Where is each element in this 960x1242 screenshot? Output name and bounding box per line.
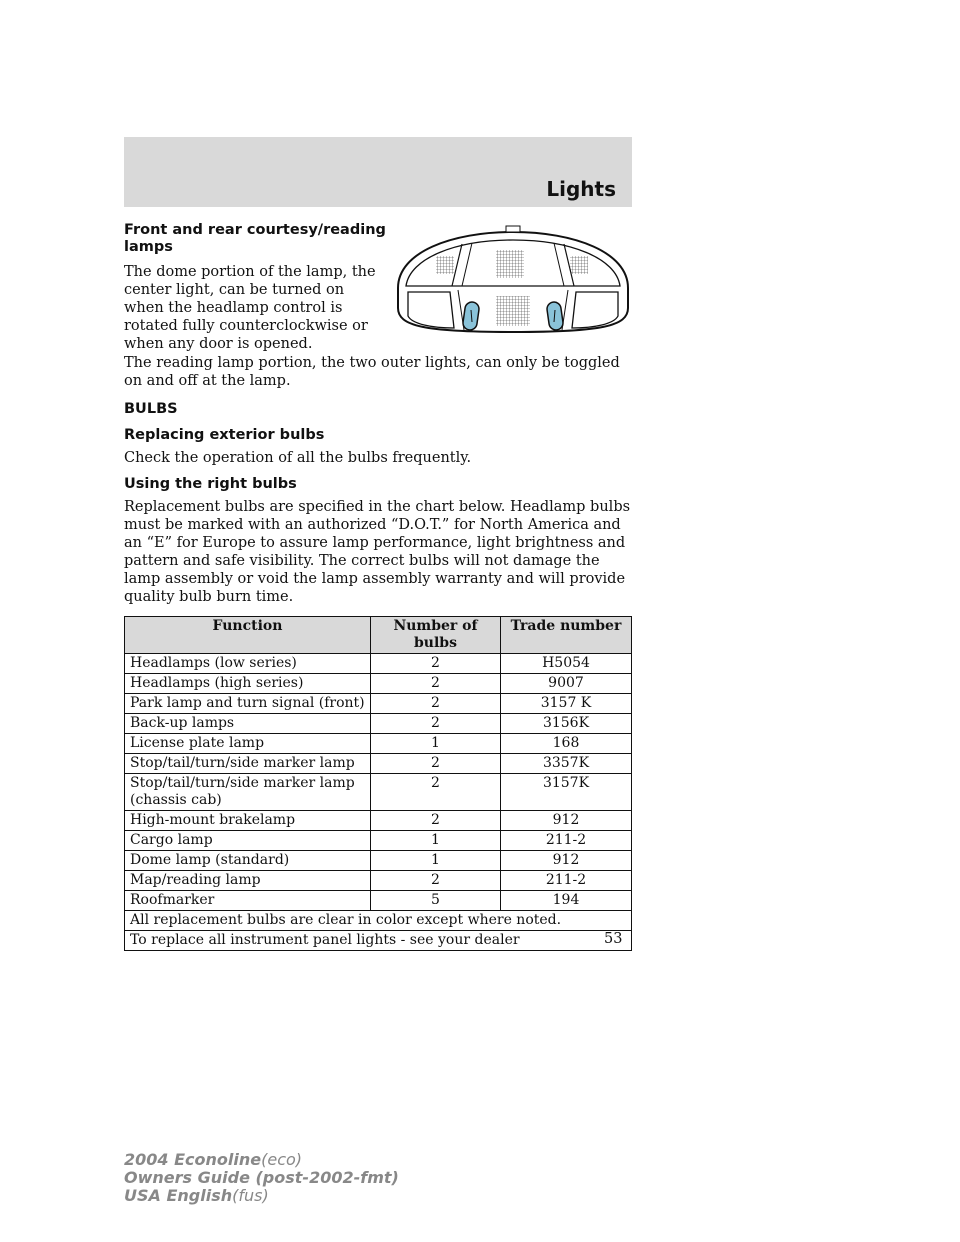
table-row — [125, 774, 632, 811]
bulb-count-cell: 1 — [371, 851, 501, 871]
table-row — [125, 654, 632, 674]
bulb-count-cell: 2 — [371, 654, 501, 674]
bulb-count-cell: 2 — [371, 714, 501, 734]
courtesy-lamps-intro — [124, 222, 386, 353]
trade-number-cell: 912 — [501, 811, 632, 831]
bulbs-heading: BULBS — [124, 401, 178, 417]
trade-number-cell: 912 — [501, 851, 632, 871]
table-row — [125, 891, 632, 911]
table-row — [125, 734, 632, 754]
using-right-bulbs-text: Replacement bulbs are specified in the chart below. Headlamp bulbs must be marked with an authorized “D.O.T.” for North America and an “E” for Europe to assure lamp performance, light brightness and pattern and safe visibility. The correct bulbs will not damage the lamp assembly or void the lamp assembly warranty and will provide quality bulb burn time. — [124, 499, 631, 605]
footer-line-2 — [124, 1169, 399, 1187]
column-header: Number of bulbs — [371, 617, 501, 654]
trade-number-cell: 9007 — [501, 674, 632, 694]
footer-language-code: (fus) — [232, 1186, 269, 1205]
bulb-count-cell: 2 — [371, 774, 501, 811]
function-cell: Dome lamp (standard) — [125, 851, 371, 871]
trade-number-cell: 211-2 — [501, 831, 632, 851]
table-row — [125, 851, 632, 871]
table-row — [125, 714, 632, 734]
table-row — [125, 754, 632, 774]
function-cell: Headlamps (high series) — [125, 674, 371, 694]
courtesy-lamps-heading: Front and rear courtesy/reading lamps — [124, 222, 386, 255]
bulb-count-cell: 2 — [371, 674, 501, 694]
section-title: Lights — [546, 177, 616, 201]
trade-number-cell: 3156K — [501, 714, 632, 734]
bulb-count-cell: 1 — [371, 734, 501, 754]
document-footer — [124, 1151, 399, 1205]
column-header: Trade number — [501, 617, 632, 654]
bulb-count-cell: 5 — [371, 891, 501, 911]
footer-language: USA English — [124, 1186, 233, 1205]
table-header-row — [125, 617, 632, 654]
table-row — [125, 811, 632, 831]
table-note-row — [125, 911, 632, 931]
using-right-bulbs-heading: Using the right bulbs — [124, 476, 297, 492]
table-note-row — [125, 931, 632, 951]
bulb-count-cell: 2 — [371, 754, 501, 774]
bulb-table — [124, 616, 632, 951]
overhead-lamp-illustration — [392, 224, 634, 336]
table-row — [125, 674, 632, 694]
trade-number-cell: 194 — [501, 891, 632, 911]
courtesy-lamps-section — [124, 222, 632, 390]
page-content — [124, 222, 632, 951]
footer-guide: Owners Guide (post-2002-fmt) — [124, 1168, 399, 1187]
trade-number-cell: 168 — [501, 734, 632, 754]
page-number: 53 — [604, 931, 623, 947]
bulb-table-body — [125, 654, 632, 951]
footer-model: 2004 Econoline — [124, 1150, 262, 1169]
column-header: Function — [125, 617, 371, 654]
section-header-band — [124, 137, 632, 207]
function-cell: License plate lamp — [125, 734, 371, 754]
function-cell: Park lamp and turn signal (front) — [125, 694, 371, 714]
table-row — [125, 694, 632, 714]
function-cell: Roofmarker — [125, 891, 371, 911]
bulb-count-cell: 2 — [371, 811, 501, 831]
trade-number-cell: 211-2 — [501, 871, 632, 891]
function-cell: Back-up lamps — [125, 714, 371, 734]
trade-number-cell: 3157K — [501, 774, 632, 811]
function-cell: Stop/tail/turn/side marker lamp (chassis cab) — [125, 774, 371, 811]
function-cell: Stop/tail/turn/side marker lamp — [125, 754, 371, 774]
bulb-count-cell: 1 — [371, 831, 501, 851]
table-note: To replace all instrument panel lights - see your dealer — [125, 931, 632, 951]
bulb-count-cell: 2 — [371, 871, 501, 891]
table-row — [125, 871, 632, 891]
footer-line-3 — [124, 1187, 399, 1205]
footer-line-1 — [124, 1151, 399, 1169]
bulb-count-cell: 2 — [371, 694, 501, 714]
function-cell: Cargo lamp — [125, 831, 371, 851]
function-cell: Headlamps (low series) — [125, 654, 371, 674]
trade-number-cell: 3357K — [501, 754, 632, 774]
function-cell: Map/reading lamp — [125, 871, 371, 891]
courtesy-lamps-paragraph-1: The dome portion of the lamp, the center light, can be turned on when the headlamp control is rotated fully counterclockwise or when any door is opened. — [124, 264, 376, 352]
courtesy-lamps-paragraph-2: The reading lamp portion, the two outer lights, can only be toggled on and off at the lamp. — [124, 355, 620, 389]
table-note: All replacement bulbs are clear in color except where noted. — [125, 911, 632, 931]
trade-number-cell: H5054 — [501, 654, 632, 674]
replacing-exterior-bulbs-heading: Replacing exterior bulbs — [124, 427, 325, 443]
replacing-exterior-bulbs-text: Check the operation of all the bulbs frequently. — [124, 450, 472, 466]
function-cell: High-mount brakelamp — [125, 811, 371, 831]
footer-model-code: (eco) — [261, 1150, 303, 1169]
table-row — [125, 831, 632, 851]
trade-number-cell: 3157 K — [501, 694, 632, 714]
